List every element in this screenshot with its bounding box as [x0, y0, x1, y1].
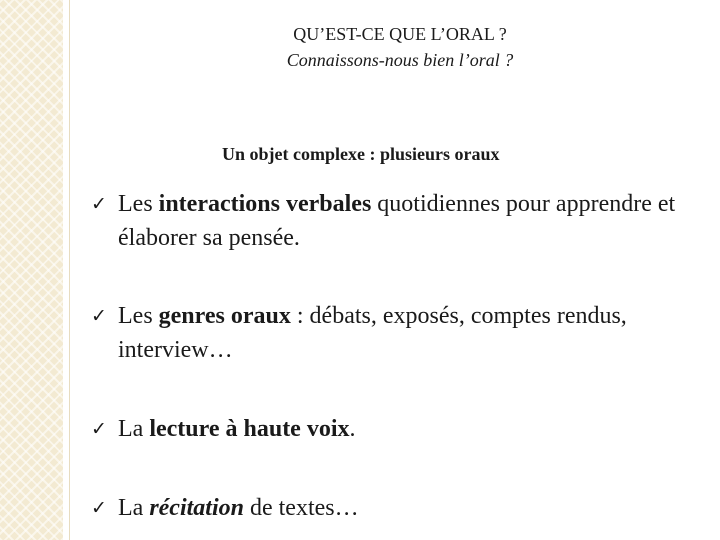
bullet-item-interactions — [91, 187, 716, 255]
bullet-item-lecture — [91, 412, 716, 446]
check-mark-icon: ✓ — [91, 193, 107, 215]
section-heading: Un objet complexe : plusieurs oraux — [222, 144, 500, 164]
bullet-item-text: La lecture à haute voix. — [118, 416, 356, 442]
emphasis-text: lecture à haute voix — [149, 416, 350, 442]
slide-subtitle: Connaissons-nous bien l’oral ? — [286, 50, 514, 70]
check-mark-icon: ✓ — [91, 497, 107, 519]
decorative-side-band — [0, 0, 63, 540]
emphasis-text: interactions verbales — [158, 191, 372, 217]
bullet-item-text: La récitation de textes… — [118, 495, 359, 521]
emphasis-text: genres oraux — [158, 303, 291, 329]
check-mark-icon: ✓ — [91, 418, 107, 440]
emphasis-text: récitation — [149, 495, 244, 521]
bullet-item-text: Les genres oraux : débats, exposés, comptes rendus, interview… — [118, 303, 627, 363]
bullet-item-recitation — [91, 491, 716, 525]
bullet-item-text: Les interactions verbales quotidiennes pour apprendre et élaborer sa pensée. — [118, 191, 676, 251]
check-mark-icon: ✓ — [91, 305, 107, 327]
bullet-item-genres — [91, 299, 716, 367]
side-divider-line — [69, 0, 70, 540]
slide-title: QU’EST-CE QUE L’ORAL ? — [293, 24, 507, 44]
